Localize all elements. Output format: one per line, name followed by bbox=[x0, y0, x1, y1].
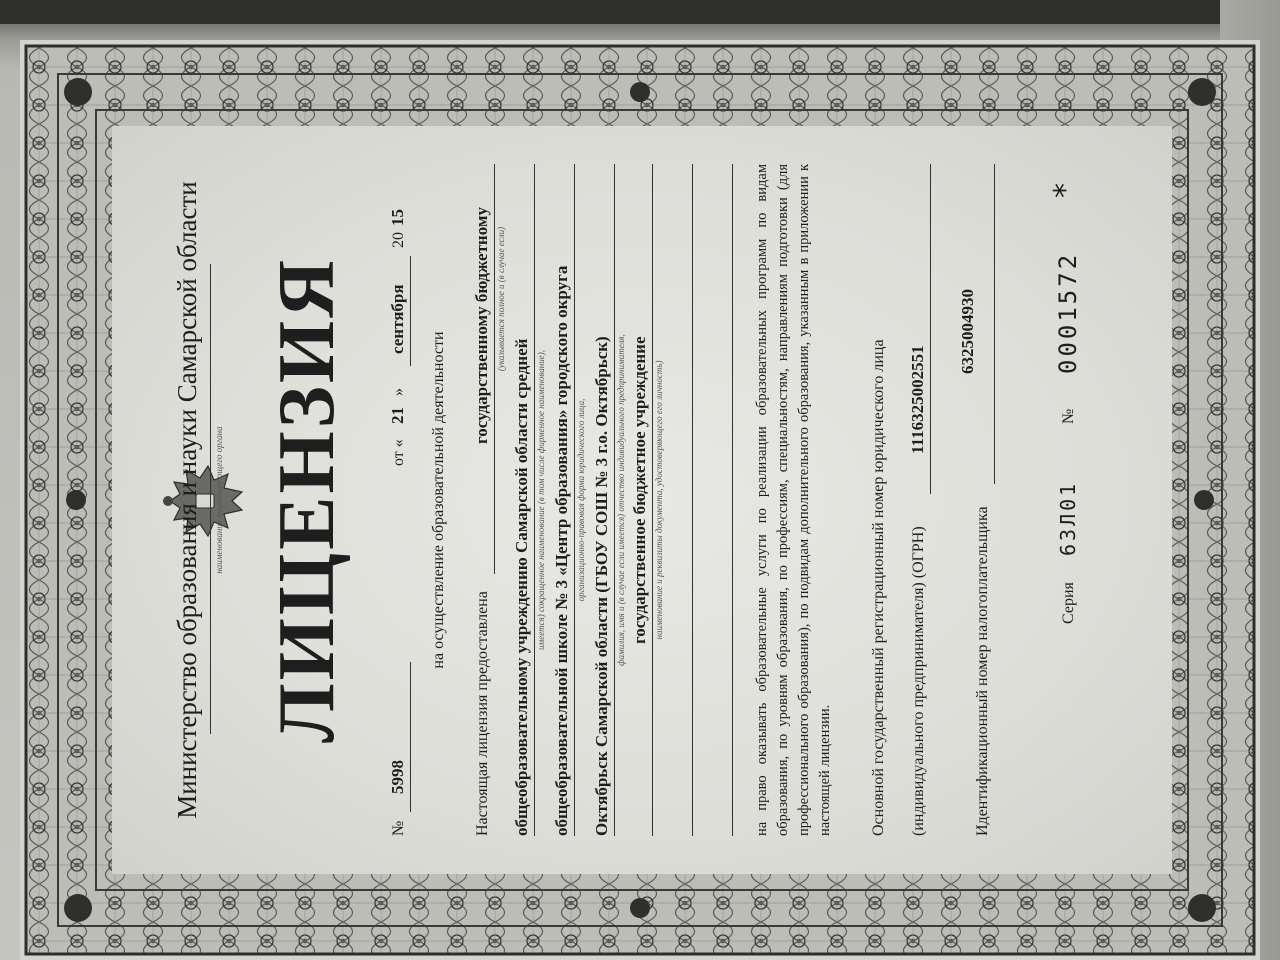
blank-line-2 bbox=[732, 164, 733, 836]
inn-underline bbox=[994, 164, 995, 484]
granted-line-2: общеобразовательному учреждению Самарской области средней bbox=[512, 338, 531, 836]
serial-label: № bbox=[1060, 408, 1077, 424]
note-docs: наименование и реквизиты документа, удостоверяющего его личность) bbox=[654, 360, 664, 640]
granted-line-5: государственное бюджетное учреждение bbox=[630, 336, 649, 644]
granted-underline-4 bbox=[614, 164, 615, 836]
inn-value: 6325004930 bbox=[958, 289, 977, 374]
ministry-name: Министерство образования и науки Самарской области bbox=[172, 181, 202, 819]
serial-number: 0001572 bbox=[1054, 251, 1082, 374]
granted-underline-2 bbox=[534, 164, 535, 836]
granted-underline-3 bbox=[574, 164, 575, 836]
series-value: 63Л01 bbox=[1056, 480, 1080, 556]
number-underline bbox=[410, 662, 411, 812]
granted-underline-5 bbox=[652, 164, 653, 836]
month-underline bbox=[410, 256, 411, 366]
license-sheet bbox=[20, 40, 1260, 960]
ogrn-underline bbox=[930, 164, 931, 494]
ministry-note: наименование лицензирующего органа bbox=[214, 426, 224, 574]
document-title: ЛИЦЕНЗИЯ bbox=[263, 257, 351, 743]
number-label: № bbox=[390, 820, 407, 836]
year-prefix: 20 bbox=[390, 232, 407, 248]
ministry-underline bbox=[210, 264, 211, 734]
star-mark: * bbox=[1048, 183, 1083, 198]
granted-line-4: Октябрьск Самарской области (ГБОУ СОШ № 3 г.о. Октябрьск) bbox=[592, 336, 611, 836]
license-number: 5998 bbox=[388, 760, 407, 794]
document-body bbox=[112, 126, 1172, 874]
ogrn-label: Основной государственный регистрационный номер юридического лица bbox=[870, 339, 887, 836]
ogrn-label-2: (индивидуального предпринимателя) (ОГРН) bbox=[910, 526, 927, 836]
date-month: сентября bbox=[388, 284, 407, 354]
note-abbrev: имеется) сокращенное наименование (в том числе фирменное наименование), bbox=[536, 350, 546, 650]
date-close: » bbox=[390, 388, 407, 396]
date-open: от « bbox=[390, 439, 407, 466]
note-fio: фамилия, имя и (в случае если имеется) отчество индивидуального предпринимателя, bbox=[616, 334, 626, 666]
blank-line-1 bbox=[692, 164, 693, 836]
date-day: 21 bbox=[388, 407, 407, 424]
series-label: Серия bbox=[1060, 582, 1077, 624]
license-document-rotated bbox=[20, 40, 1260, 960]
table-edge bbox=[0, 0, 1280, 24]
date-year: 15 bbox=[388, 209, 407, 226]
note-fullname: (указывается полное и (в случае если) bbox=[496, 226, 506, 372]
granted-line-1: государственному бюджетному bbox=[472, 207, 491, 444]
activity-text: на осуществление образовательной деятельности bbox=[430, 331, 447, 669]
granted-label: Настоящая лицензия предоставлена bbox=[474, 591, 491, 836]
granted-line-3: общеобразовательной школе № 3 «Центр образования» городского округа bbox=[552, 265, 571, 836]
inn-label: Идентификационный номер налогоплательщика bbox=[974, 506, 991, 836]
granted-underline-1 bbox=[494, 164, 495, 574]
note-form: организационно-правовая форма юридического лица, bbox=[576, 398, 586, 602]
rights-paragraph: на право оказывать образовательные услуги по реализации образовательных программ по видам образования, по уровням образования, по профессиям, специальностям, направлениям подготовки (для профессионального образования), по подвидам дополнительного образования, указанным в приложении к настоящей лицензии. bbox=[754, 164, 833, 836]
ogrn-value: 1116325002551 bbox=[908, 345, 927, 454]
